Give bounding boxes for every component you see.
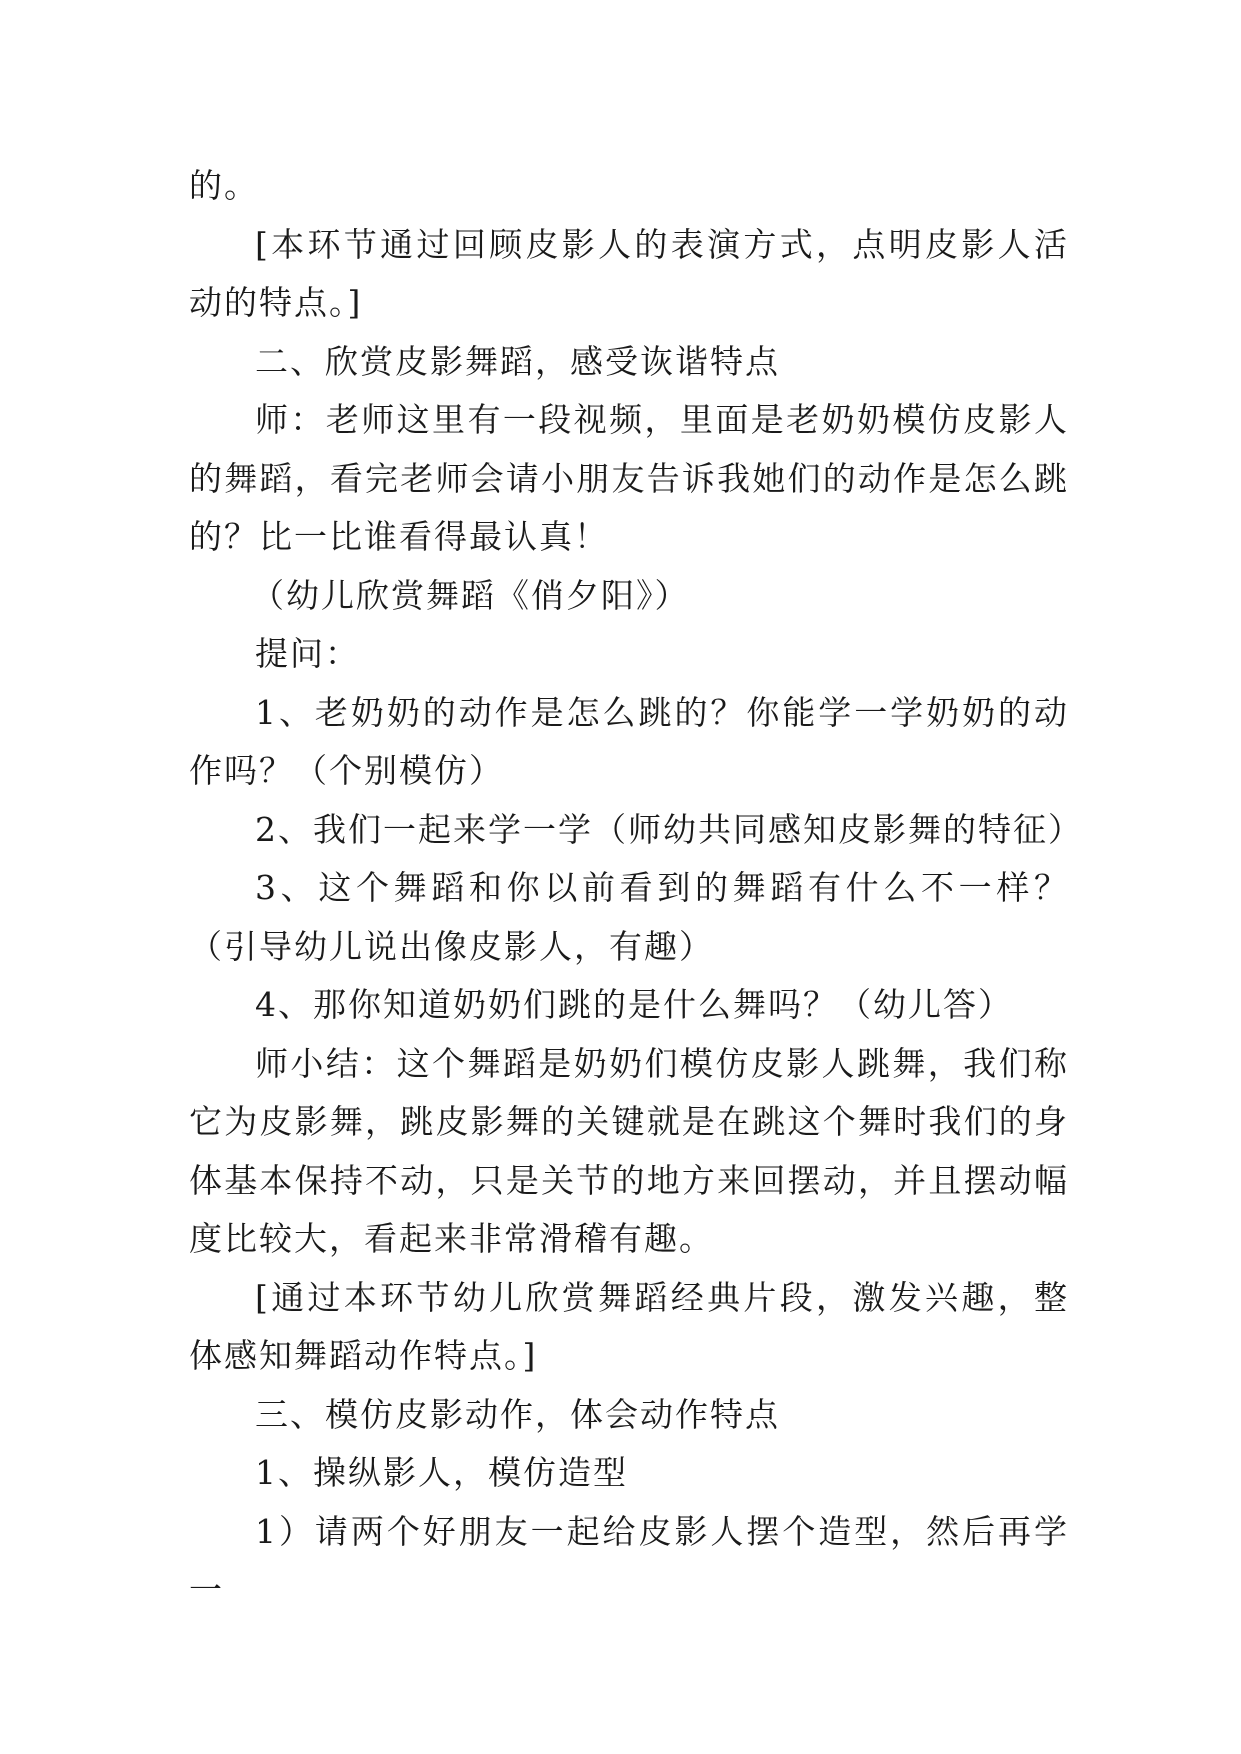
- section-heading-2: 二、欣赏皮影舞蹈，感受诙谐特点: [255, 341, 780, 381]
- question-4: 4、那你知道奶奶们跳的是什么舞吗？（幼儿答）: [255, 985, 1013, 1024]
- paragraph-teacher-intro: 师：老师这里有一段视频，里面是老奶奶模仿皮影人的舞蹈，看完老师会请小朋友告诉我她们的动作是怎么跳的？比一比谁看得最认真！: [189, 400, 1069, 556]
- subsection-heading-1: 1、操纵影人，模仿造型: [255, 1453, 628, 1492]
- paragraph-continuation: 的。: [189, 166, 259, 205]
- question-2: 2、我们一起来学一学（师幼共同感知皮影舞的特征）: [255, 809, 1083, 849]
- paragraph-questions-label: 提问：: [255, 634, 360, 673]
- document-body: [189, 157, 1083, 1620]
- question-1: 1、老奶奶的动作是怎么跳的？你能学一学奶奶的动作吗？（个别模仿）: [189, 692, 1069, 790]
- paragraph-step-1: 1）请两个好朋友一起给皮影人摆个造型，然后再学一: [189, 1511, 1069, 1609]
- paragraph-teacher-summary: 师小结：这个舞蹈是奶奶们模仿皮影人跳舞，我们称它为皮影舞，跳皮影舞的关键就是在跳这个舞时我们的身体基本保持不动，只是关节的地方来回摆动，并且摆动幅度比较大，看起来非常滑稽有趣。: [189, 1043, 1069, 1258]
- paragraph-activity: （幼儿欣赏舞蹈《俏夕阳》）: [251, 575, 690, 615]
- paragraph-note-review: [本环节通过回顾皮影人的表演方式，点明皮影人活动的特点。]: [189, 224, 1069, 322]
- question-3: 3、这个舞蹈和你以前看到的舞蹈有什么不一样？（引导幼儿说出像皮影人，有趣）: [189, 868, 1069, 966]
- section-heading-3: 三、模仿皮影动作，体会动作特点: [255, 1394, 780, 1434]
- paragraph-note-dance: [通过本环节幼儿欣赏舞蹈经典片段，激发兴趣，整体感知舞蹈动作特点。]: [189, 1277, 1069, 1375]
